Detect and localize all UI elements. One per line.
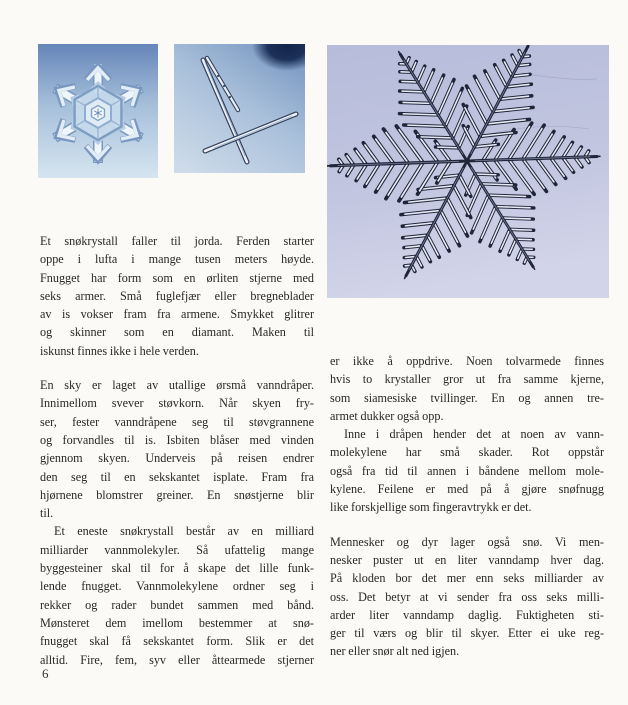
text-line: byggesteiner skal til for å skape det lille funk- [40, 561, 314, 576]
paragraph [330, 533, 604, 661]
text-line: Et snøkrystall faller til jorda. Ferden starter [40, 234, 314, 248]
paragraph [330, 352, 604, 425]
text-line: Mønsteret dem imellom bestemmer at snø- [40, 615, 314, 630]
right-text-column [330, 352, 604, 661]
text-line: En sky er laget av utallige ørsmå vanndråper. [40, 378, 314, 393]
text-line: ner eller snør alt ned igjen. [330, 644, 460, 659]
paragraph [40, 232, 314, 360]
text-line: arder liter vanndamp daglig. Fuktigheten sti- [330, 607, 604, 622]
text-line: Et eneste snøkrystall består av en milliard [54, 524, 314, 539]
photo-fernlike-dendrite [327, 45, 609, 298]
page-number: 6 [42, 666, 49, 681]
text-line: like forskjellige som fingeravtrykk er det. [330, 500, 532, 515]
text-line: oppe i lufta i mange tusen meters høyde. [40, 252, 314, 267]
text-line: den seg til en sekskantet isplate. Fram fra [40, 469, 314, 484]
text-line: iskunst finnes ikke i hele verden. [40, 343, 199, 358]
text-line: hvis to krystaller gror ut fra samme kjerne, [330, 372, 604, 387]
text-line: molekylene har små skader. Rot oppstår [330, 445, 604, 460]
text-line: Inne i dråpen hender det at noen av vann- [344, 427, 604, 442]
text-line: Innimellom svever støvkorn. Når skyen fry- [40, 396, 314, 411]
hexagonal-snow-crystal-image [38, 44, 158, 178]
text-line: kylene. Feilene er med på å gjøre snøfnugg [330, 482, 604, 497]
text-line: til. [40, 506, 54, 521]
text-line: og forvandles til is. Isbiten blåser med vinden [40, 432, 314, 447]
text-line: er ikke å oppdrive. Noen tolvarmede finnes [330, 354, 604, 368]
paragraph [40, 522, 314, 668]
text-line: milliarder vannmolekyler. Så ufattelig mange [40, 542, 314, 557]
ice-needles-image [174, 44, 305, 173]
text-line: På kloden bor det mer enn seks milliarder av [330, 571, 604, 586]
text-line: nesker puster ut en liter vanndamp hver dag. [330, 552, 604, 567]
text-line: også fra tid til annen i båndene mellom mole- [330, 463, 604, 478]
text-line: hjørnene blomstrer greiner. En snøstjerne blir [40, 487, 314, 502]
text-line: oss. Det betyr at vi sender fra oss seks milli- [330, 589, 604, 604]
text-line: ger til værs og blir til skyer. Etter ei uke reg- [330, 626, 604, 641]
paragraph [40, 376, 314, 522]
text-line: gjennom skyen. Underveis på reisen endrer [40, 451, 314, 466]
text-line: fnugget skal få sekskantet form. Slik er det [40, 634, 314, 649]
text-line: av is vokser fram fra armene. Smykket glitrer [40, 307, 314, 322]
text-line: som siamesiske tvillinger. En og annen tre- [330, 390, 604, 405]
text-line: alltid. Fire, fem, syv eller åttearmede stjerner [40, 652, 314, 667]
text-line: lende fnugget. Vannmolekylene ordner seg i [40, 579, 314, 594]
photo-hexagonal-snow-crystal [38, 44, 158, 178]
text-line: rekker og rader bundet sammen med bånd. [40, 597, 314, 612]
text-line: Mennesker og dyr lager også snø. Vi men- [330, 534, 604, 549]
text-line: og skinner som en diamant. Maken til [40, 325, 314, 340]
text-line: ser, fester vanndråpene seg til støvgrannene [40, 414, 314, 429]
text-line: seks armer. Små fuglefjær eller bregneblader [40, 288, 314, 303]
paragraph [330, 425, 604, 516]
photo-ice-needles [174, 44, 305, 173]
left-text-column [40, 232, 314, 669]
text-line: armet dukker også opp. [330, 408, 444, 423]
fernlike-dendrite-image [327, 45, 609, 298]
text-line: Fnugget har form som en ørliten stjerne med [40, 270, 314, 285]
